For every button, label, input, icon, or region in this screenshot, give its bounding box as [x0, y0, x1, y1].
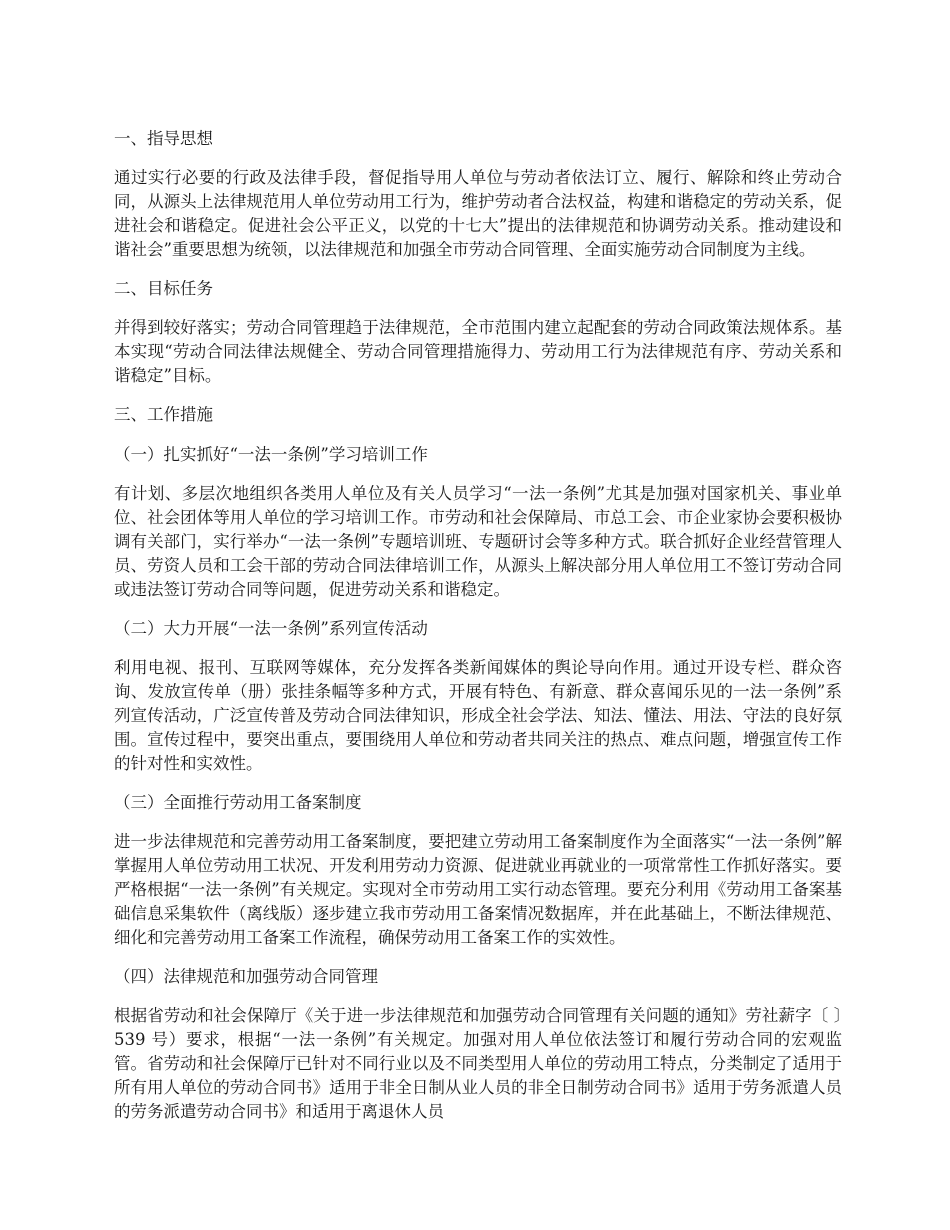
subsection-heading-contract-management: （四）法律规范和加强劳动合同管理 [114, 967, 378, 986]
paragraph-filing: 进一步法律规范和完善劳动用工备案制度，要把建立劳动用工备案制度作为全面落实“一法一条例”解掌握用人单位劳动用工状况、开发利用劳动力资源、促进就业再就业的一项常常性工作抓好落实。要严格根据“一法一条例”有关规定。实现对全市劳动用工实行动态管理。要充分利用《劳动用工备案基础信息采集软件（离线版）逐步建立我市劳动用工备案情况数据库，并在此基础上，不断法律规范、细化和完善劳动用工备案工作流程，确保劳动用工备案工作的实效性。 [114, 832, 842, 947]
section-heading-goals: 二、目标任务 [114, 279, 213, 298]
document-body [114, 126, 842, 1138]
paragraph-guiding-ideology: 通过实行必要的行政及法律手段，督促指导用人单位与劳动者依法订立、履行、解除和终止劳动合同，从源头上法律规范用人单位劳动用工行为，维护劳动者合法权益，构建和谐稳定的劳动关系，促进社会和谐稳定。促进社会公平正义，以党的十七大”提出的法律规范和协调劳动关系。推动建设和谐社会”重要思想为统领，以法律规范和加强全市劳动合同管理、全面实施劳动合同制度为主线。 [114, 168, 842, 259]
paragraph-contract-management: 根据省劳动和社会保障厅《关于进一步法律规范和加强劳动合同管理有关问题的通知》劳社薪字〔 〕539 号）要求，根据“一法一条例”有关规定。加强对用人单位依法签订和履行劳动合同的宏观监管。省劳动和社会保障厅已针对不同行业以及不同类型用人单位的劳动用工特点，分类制定了适用于所有用人单位的劳动合同书》适用于非全日制从业人员的非全日制劳动合同书》适用于劳务派遣人员的劳务派遣劳动合同书》和适用于离退休人员 [114, 1006, 842, 1121]
paragraph-goals: 并得到较好落实；劳动合同管理趋于法律规范，全市范围内建立起配套的劳动合同政策法规体系。基本实现“劳动合同法律法规健全、劳动合同管理措施得力、劳动用工行为法律规范有序、劳动关系和谐稳定”目标。 [114, 318, 842, 385]
section-heading-guiding-ideology: 一、指导思想 [114, 129, 213, 148]
paragraph-training: 有计划、多层次地组织各类用人单位及有关人员学习“一法一条例”尤其是加强对国家机关、事业单位、社会团体等用人单位的学习培训工作。市劳动和社会保障局、市总工会、市企业家协会要积极协调有关部门，实行举办“一法一条例”专题培训班、专题研讨会等多种方式。联合抓好企业经营管理人员、劳资人员和工会干部的劳动合同法律培训工作，从源头上解决部分用人单位用工不签订劳动合同或违法签订劳动合同等问题，促进劳动关系和谐稳定。 [114, 484, 842, 599]
paragraph-publicity: 利用电视、报刊、互联网等媒体，充分发挥各类新闻媒体的舆论导向作用。通过开设专栏、群众咨询、发放宣传单（册）张挂条幅等多种方式，开展有特色、有新意、群众喜闻乐见的一法一条例”系列宣传活动，广泛宣传普及劳动合同法律知识，形成全社会学法、知法、懂法、用法、守法的良好氛围。宣传过程中，要突出重点，要围绕用人单位和劳动者共同关注的热点、难点问题，增强宣传工作的针对性和实效性。 [114, 658, 842, 773]
subsection-heading-publicity: （二）大力开展“一法一条例”系列宣传活动 [114, 619, 428, 638]
subsection-heading-filing: （三）全面推行劳动用工备案制度 [114, 793, 362, 812]
section-heading-measures: 三、工作措施 [114, 405, 213, 424]
subsection-heading-training: （一）扎实抓好“一法一条例”学习培训工作 [114, 445, 428, 464]
